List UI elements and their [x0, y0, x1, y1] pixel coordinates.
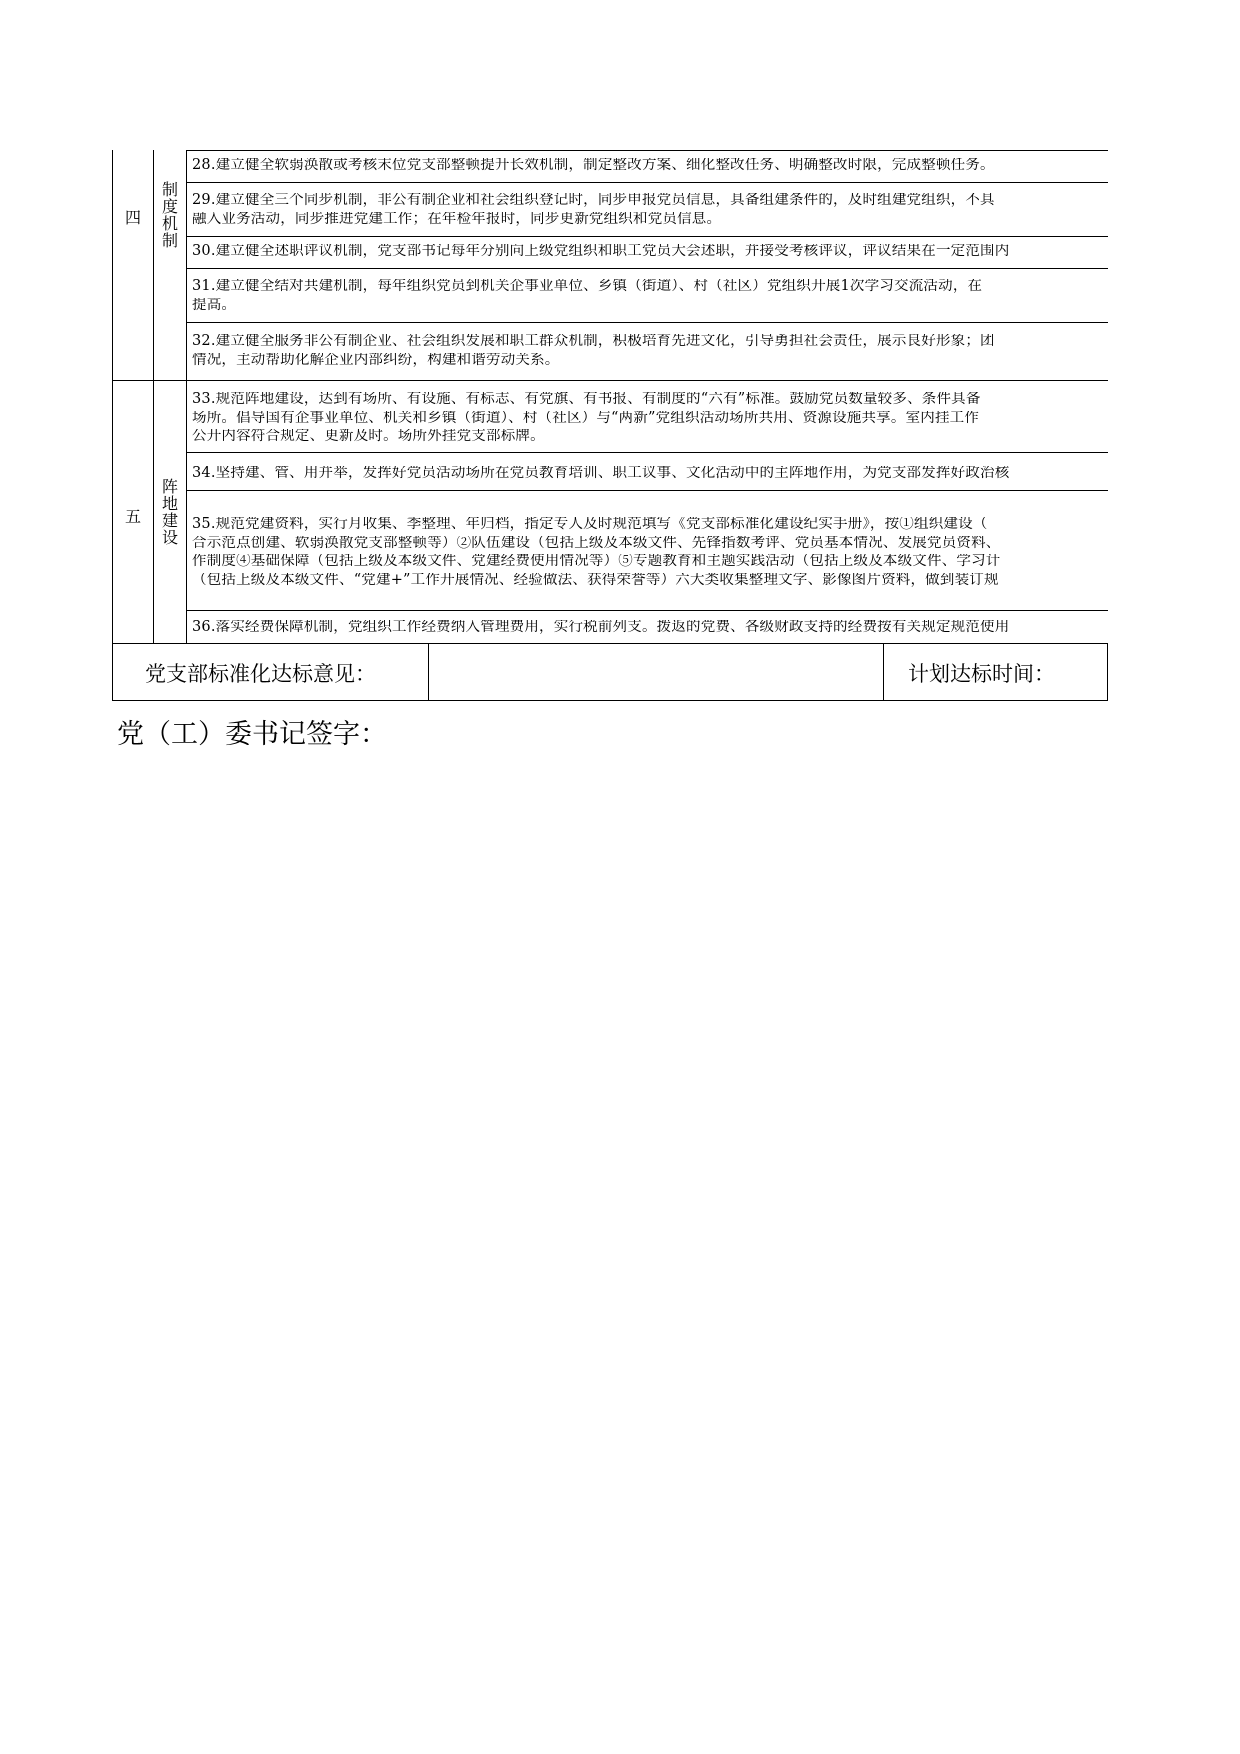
- item-line: 36.落实经费保障机制，党组织工作经费纳入管理费用，实行税前列支。拨返的党费、各级财政支持的经费按有关规定规范使用: [192, 620, 1010, 635]
- section-label: 阵 地 建 设: [161, 477, 178, 547]
- label-col-divider: [186, 150, 187, 643]
- item-line: 作制度④基础保障（包括上级及本级文件、党建经费使用情况等）⑤专题教育和主题实践活动（包括上级及本级文件、学习计: [192, 554, 1001, 569]
- row-line: [186, 182, 1108, 183]
- item-line: 31.建立健全结对共建机制，每年组织党员到机关企事业单位、乡镇（街道）、村（社区）党组织开展1次学习交流活动，在: [192, 279, 983, 294]
- footer-divider-1: [428, 643, 429, 701]
- section-line: [112, 380, 1108, 381]
- row-line: [186, 150, 1108, 151]
- item-line: 33.规范阵地建设，达到有场所、有设施、有标志、有党旗、有书报、有制度的“六有”标准。鼓励党员数量较多、条件具备: [192, 392, 981, 407]
- footer-right-border: [1107, 643, 1108, 701]
- item-line: 融入业务活动，同步推进党建工作；在年检年报时，同步更新党组织和党员信息。: [192, 212, 722, 227]
- row-line: [186, 610, 1108, 611]
- num-col-divider: [153, 150, 154, 643]
- row-line: [186, 322, 1108, 323]
- opinion-field[interactable]: [430, 645, 882, 699]
- item-line: 35.规范党建资料，实行月收集、季整理、年归档，指定专人及时规范填写《党支部标准化建设纪实手册》，按①组织建设（: [192, 517, 988, 532]
- item-line: 34.坚持建、管、用并举，发挥好党员活动场所在党员教育培训、职工议事、文化活动中的主阵地作用，为党支部发挥好政治核: [192, 466, 1010, 481]
- row-line: [186, 490, 1108, 491]
- footer-divider-2: [883, 643, 884, 701]
- item-line: 28.建立健全软弱涣散或考核末位党支部整顿提升长效机制，制定整改方案、细化整改任务、明确整改时限，完成整顿任务。: [192, 158, 995, 173]
- item-line: 提高。: [192, 298, 237, 313]
- item-line: 29.建立健全三个同步机制，非公有制企业和社会组织登记时，同步申报党员信息，具备组建条件的，及时组建党组织，不具: [192, 193, 995, 208]
- row-line: [186, 236, 1108, 237]
- section-number: 四: [124, 208, 141, 227]
- row-line: [186, 452, 1108, 453]
- table-left-border: [112, 150, 113, 700]
- item-line: 30.建立健全述职评议机制，党支部书记每年分别向上级党组织和职工党员大会述职，并接受考核评议，评议结果在一定范围内: [192, 244, 1010, 259]
- item-line: （包括上级及本级文件、“党建+”工作开展情况、经验做法、获得荣誉等）六大类收集整理文字、影像图片资料，做到装订规: [192, 573, 999, 588]
- opinion-label: 党支部标准化达标意见：: [145, 662, 376, 686]
- section-label: 制 度 机 制: [161, 180, 178, 250]
- footer-top-line: [112, 643, 1108, 644]
- signature-label: 党（工）委书记签字：: [117, 719, 387, 750]
- item-line: 合示范点创建、软弱涣散党支部整顿等）②队伍建设（包括上级及本级文件、先锋指数考评、党员基本情况、发展党员资料、: [192, 536, 1001, 551]
- item-line: 场所。倡导国有企事业单位、机关和乡镇（街道）、村（社区）与“两新”党组织活动场所共用、资源设施共享。室内挂工作: [192, 411, 980, 426]
- time-label: 计划达标时间：: [908, 662, 1055, 686]
- section-number: 五: [124, 507, 141, 526]
- time-field[interactable]: [1060, 645, 1106, 699]
- row-line: [186, 268, 1108, 269]
- item-line: 公开内容符合规定、更新及时。场所外挂党支部标牌。: [192, 429, 545, 444]
- item-line: 情况，主动帮助化解企业内部纠纷，构建和谐劳动关系。: [192, 353, 560, 368]
- item-line: 32.建立健全服务非公有制企业、社会组织发展和职工群众机制，积极培育先进文化，引导勇担社会责任，展示良好形象；团: [192, 334, 995, 349]
- footer-bottom-line: [112, 700, 1108, 701]
